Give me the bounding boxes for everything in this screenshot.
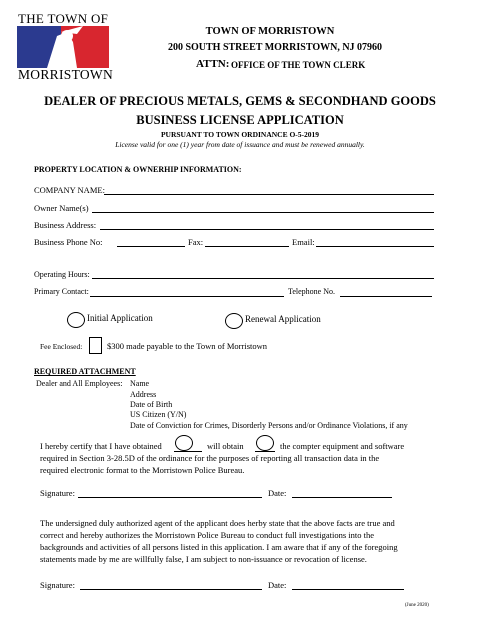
signature1-date-label: Date: — [268, 488, 287, 498]
signature1-label: Signature: — [40, 488, 75, 498]
required-item-address: Address — [130, 390, 157, 399]
signature2-date-field[interactable] — [292, 589, 404, 590]
signature2-date-label: Date: — [268, 580, 287, 590]
telephone-label: Telephone No. — [288, 287, 335, 296]
revision-date: (June 2020) — [405, 603, 429, 608]
logo-top-text: THE TOWN OF — [18, 11, 109, 26]
certify-part2: will obtain — [207, 441, 244, 451]
required-item-dob: Date of Birth — [130, 400, 173, 409]
owner-names-label: Owner Name(s) — [34, 203, 89, 213]
required-heading: REQUIRED ATTACHMENT — [34, 367, 136, 376]
agreement-line1: The undersigned duly authorized agent of the applicant does herby state that the above facts are true and — [40, 518, 395, 528]
telephone-field[interactable] — [340, 296, 432, 297]
obtained-radio[interactable] — [175, 435, 193, 451]
primary-contact-field[interactable] — [90, 296, 284, 297]
operating-hours-field[interactable] — [92, 278, 434, 279]
certify-part3: the compter equipment and software — [280, 441, 405, 451]
header-address: 200 SOUTH STREET MORRISTOWN, NJ 07960 — [167, 42, 383, 53]
agreement-line3: backgrounds and activities of all persons listed in this application. I am aware that if any of the foregoing — [40, 542, 398, 552]
required-item-citizen: US Citizen (Y/N) — [130, 410, 187, 419]
logo-bottom-text: MORRISTOWN — [18, 67, 114, 82]
obtained-blank — [174, 451, 202, 452]
renewal-application-radio[interactable] — [225, 313, 243, 329]
business-address-label: Business Address: — [34, 220, 97, 230]
email-field[interactable] — [316, 246, 434, 247]
certify-part1: I hereby certify that I have obtained — [40, 441, 162, 451]
ordinance: PURSUANT TO TOWN ORDINANCE O-5-2019 — [160, 130, 320, 139]
fax-label: Fax: — [188, 237, 204, 247]
company-name-label: COMPANY NAME: — [34, 185, 105, 195]
certify-line3: required electronic format to the Morristown Police Bureau. — [40, 465, 245, 475]
business-address-field[interactable] — [100, 229, 434, 230]
will-obtain-radio[interactable] — [256, 435, 274, 451]
validity-note: License valid for one (1) year from date of issuance and must be renewed annually. — [115, 140, 365, 149]
attn-value: OFFICE OF THE TOWN CLERK — [231, 60, 366, 70]
certify-line2: required in Section 3-28.5D of the ordinance for the purposes of reporting all transaction data in the — [40, 453, 380, 463]
email-label: Email: — [292, 237, 315, 247]
required-item-name: Name — [130, 379, 150, 388]
header-town: TOWN OF MORRISTOWN — [205, 26, 335, 37]
signature2-label: Signature: — [40, 580, 75, 590]
signature1-field[interactable] — [78, 497, 262, 498]
owner-names-field[interactable] — [92, 212, 434, 213]
signature1-date-field[interactable] — [292, 497, 392, 498]
signature2-field[interactable] — [80, 589, 262, 590]
required-intro: Dealer and All Employees: — [36, 379, 123, 388]
fee-text: $300 made payable to the Town of Morristown — [107, 341, 268, 351]
business-phone-label: Business Phone No: — [34, 237, 103, 247]
initial-application-radio[interactable] — [67, 312, 85, 328]
fax-field[interactable] — [205, 246, 289, 247]
will-obtain-blank — [255, 451, 275, 452]
title-line2: BUSINESS LICENSE APPLICATION — [136, 113, 344, 127]
fee-label: Fee Enclosed: — [40, 342, 83, 351]
initial-application-label: Initial Application — [87, 313, 153, 323]
agreement-line2: correct and hereby authorizes the Morristown Police Bureau to conduct full investigations into the — [40, 530, 375, 540]
fee-checkbox[interactable] — [89, 337, 102, 354]
title-line1: DEALER OF PRECIOUS METALS, GEMS & SECONDHAND GOODS — [44, 94, 436, 108]
required-item-conviction: Date of Conviction for Crimes, Disorderly Persons and/or Ordinance Violations, if any — [130, 421, 408, 430]
operating-hours-label: Operating Hours: — [34, 270, 90, 279]
town-logo-graphic — [17, 26, 109, 68]
property-heading: PROPERTY LOCATION & OWNERHIP INFORMATION: — [34, 165, 242, 174]
business-phone-field[interactable] — [117, 246, 185, 247]
attn-label: ATTN: — [196, 58, 230, 70]
agreement-line4: statements made by me are willfully false, I am subject to non-issuance or revocation of license. — [40, 554, 367, 564]
company-name-field[interactable] — [104, 194, 434, 195]
primary-contact-label: Primary Contact: — [34, 287, 89, 296]
renewal-application-label: Renewal Application — [245, 314, 321, 324]
